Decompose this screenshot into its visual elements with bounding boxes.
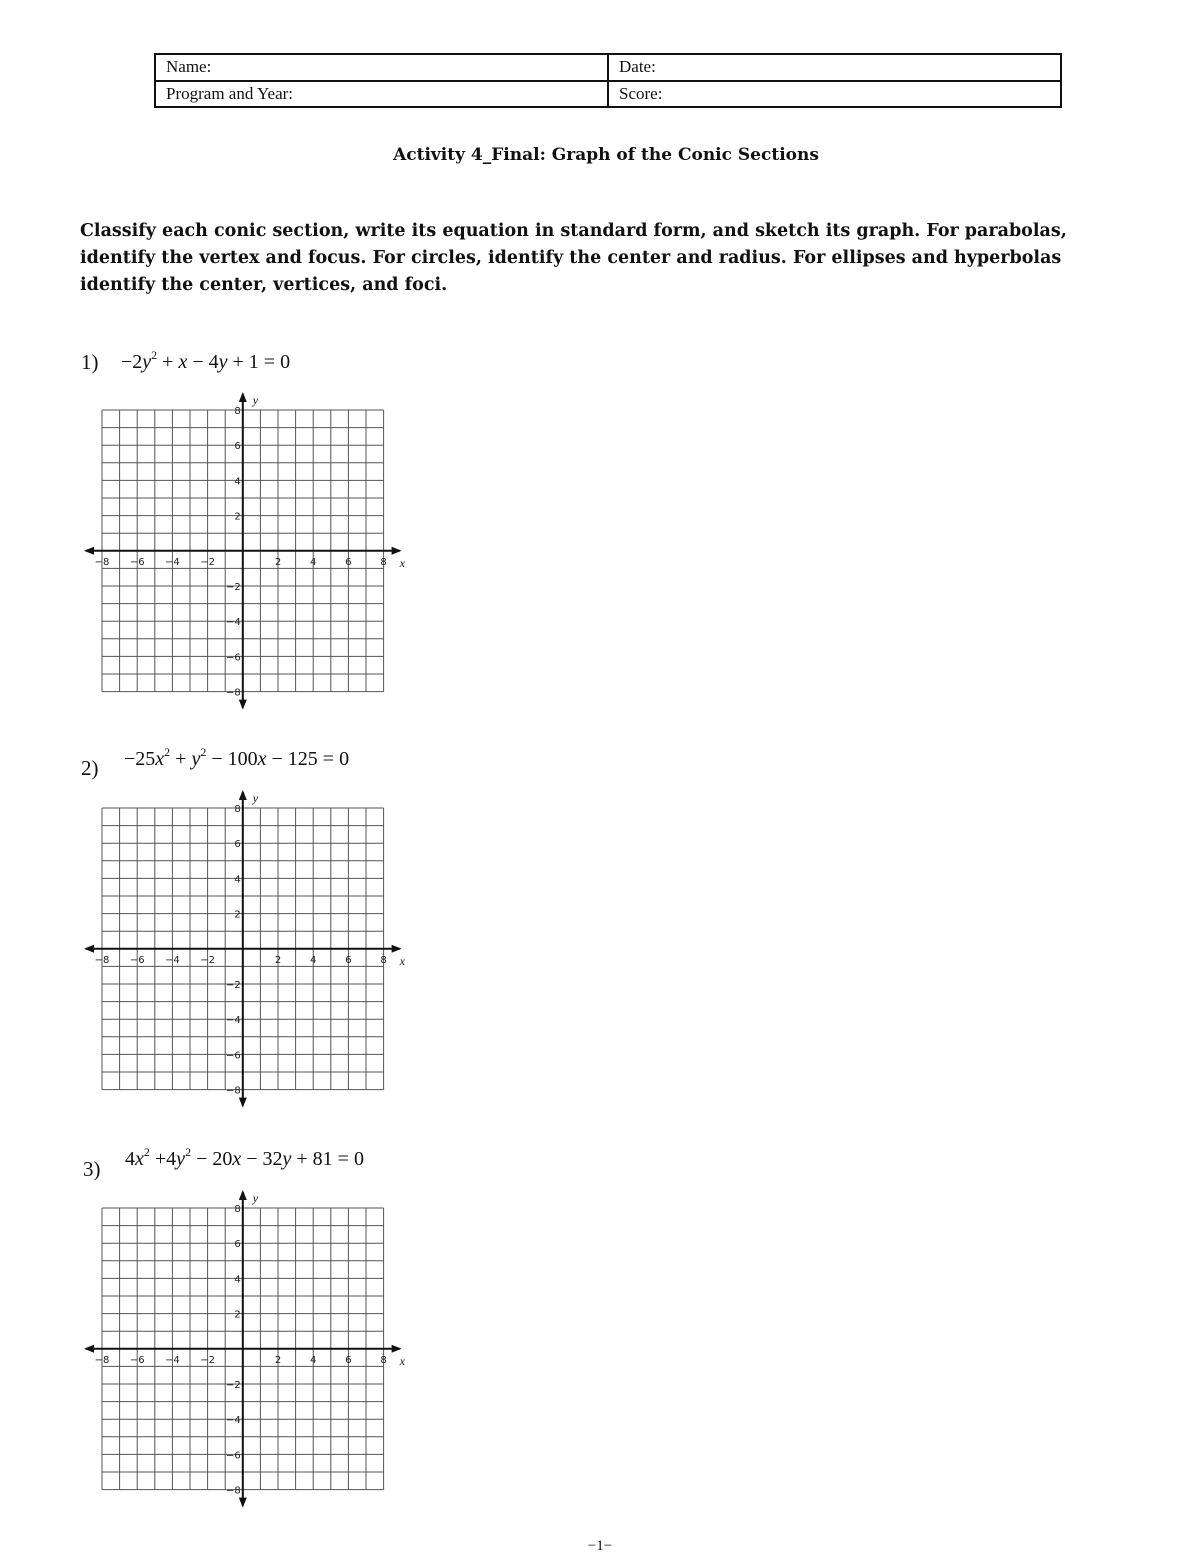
- score-label: Score:: [619, 83, 663, 103]
- x-tick-label: 6: [345, 556, 352, 568]
- y-tick-label: −8: [226, 1485, 241, 1497]
- x-tick-label: 8: [380, 1354, 387, 1366]
- problem-3-number: 3): [83, 1157, 101, 1181]
- x-tick-label: −2: [200, 954, 215, 966]
- x-axis-arrow-right-icon: [392, 1345, 402, 1353]
- x-axis-arrow-right-icon: [392, 547, 402, 555]
- x-tick-label: −8: [94, 954, 110, 966]
- x-tick-label: −6: [129, 1354, 145, 1366]
- name-field[interactable]: [155, 54, 608, 81]
- y-tick-label: 8: [234, 804, 241, 815]
- y-tick-label: −2: [226, 582, 241, 593]
- y-tick-label: −2: [226, 1380, 241, 1391]
- y-tick-label: −4: [226, 1415, 241, 1427]
- problem-2-equation: $-25x^2 + y^2 - 100x - 125 = 0$: [124, 745, 350, 770]
- problem-2-graph[interactable]: [82, 788, 412, 1113]
- x-tick-label: −4: [165, 954, 180, 966]
- y-axis-arrow-up-icon: [239, 392, 247, 402]
- x-tick-label: 4: [310, 954, 317, 966]
- x-tick-label: 8: [380, 954, 387, 966]
- date-label: Date:: [619, 57, 656, 77]
- y-tick-label: 8: [234, 406, 241, 417]
- x-axis-label: x: [399, 953, 405, 968]
- y-tick-label: −4: [226, 1015, 241, 1027]
- x-axis-label: x: [399, 555, 405, 570]
- x-tick-label: 4: [310, 556, 317, 568]
- x-tick-label: 2: [274, 556, 282, 568]
- y-tick-label: 8: [234, 1204, 241, 1215]
- problem-3-equation: $4x^2 +4y^2 - 20x - 32y + 81 = 0$: [125, 1145, 364, 1170]
- y-tick-label: 6: [234, 1239, 241, 1251]
- y-tick-label: −6: [226, 652, 241, 664]
- x-tick-label: −6: [129, 556, 145, 568]
- x-axis-arrow-left-icon: [84, 945, 94, 953]
- y-tick-label: 6: [234, 839, 241, 851]
- x-axis-label: x: [399, 1353, 405, 1368]
- x-tick-label: 4: [310, 1354, 317, 1366]
- page-title: Activity 4_Final: Graph of the Conic Sections: [393, 145, 819, 165]
- x-tick-label: −2: [200, 556, 215, 568]
- y-axis-label: y: [252, 393, 259, 407]
- x-tick-label: 6: [345, 1354, 352, 1366]
- y-tick-label: −8: [226, 687, 241, 699]
- problem-1-graph[interactable]: [82, 390, 412, 715]
- problem-1-number: 1): [81, 350, 99, 374]
- date-field[interactable]: [608, 54, 1061, 81]
- name-label: Name:: [166, 57, 212, 77]
- y-tick-label: −6: [226, 1050, 241, 1062]
- y-tick-label: 4: [234, 874, 241, 886]
- problem-3-graph[interactable]: [82, 1188, 412, 1513]
- student-info-table: [154, 53, 1062, 108]
- x-axis-arrow-right-icon: [392, 945, 402, 953]
- y-axis-arrow-up-icon: [239, 790, 247, 800]
- x-axis-arrow-left-icon: [84, 547, 94, 555]
- y-axis-label: y: [252, 1191, 259, 1205]
- y-axis-arrow-up-icon: [239, 1190, 247, 1200]
- y-axis-arrow-down-icon: [239, 700, 247, 710]
- instructions: Classify each conic section, write its equation in standard form, and sketch its graph. For parabolas, identify the vertex and focus. For circles, identify the center and radius. For ellipses and hyperbolas identify the center, vertices, and foci.: [80, 221, 1067, 295]
- y-axis-label: y: [252, 791, 259, 805]
- x-tick-label: 6: [345, 954, 352, 966]
- problem-1-equation: $-2y^2 + x - 4y + 1 = 0$: [121, 348, 291, 373]
- x-tick-label: −4: [165, 556, 180, 568]
- page-number: −1−: [587, 1538, 613, 1554]
- y-tick-label: −6: [226, 1450, 241, 1462]
- x-tick-label: −8: [94, 556, 110, 568]
- x-tick-label: 8: [380, 556, 387, 568]
- x-tick-label: 2: [274, 1354, 282, 1366]
- y-tick-label: 2: [234, 909, 241, 921]
- y-tick-label: 4: [234, 476, 241, 488]
- y-axis-arrow-down-icon: [239, 1498, 247, 1508]
- program-year-label: Program and Year:: [166, 83, 294, 103]
- x-tick-label: −4: [165, 1354, 180, 1366]
- y-tick-label: −2: [226, 980, 241, 991]
- x-tick-label: −6: [129, 954, 145, 966]
- x-axis-arrow-left-icon: [84, 1345, 94, 1353]
- x-tick-label: −8: [94, 1354, 110, 1366]
- x-tick-label: 2: [274, 954, 282, 966]
- y-tick-label: −4: [226, 617, 241, 629]
- score-field[interactable]: [608, 81, 1061, 108]
- y-tick-label: 2: [234, 1309, 241, 1321]
- y-axis-arrow-down-icon: [239, 1098, 247, 1108]
- y-tick-label: −8: [226, 1085, 241, 1097]
- problem-2-number: 2): [81, 756, 99, 780]
- y-tick-label: 2: [234, 511, 241, 523]
- y-tick-label: 4: [234, 1274, 241, 1286]
- y-tick-label: 6: [234, 441, 241, 453]
- x-tick-label: −2: [200, 1354, 215, 1366]
- program-year-field[interactable]: [155, 81, 608, 108]
